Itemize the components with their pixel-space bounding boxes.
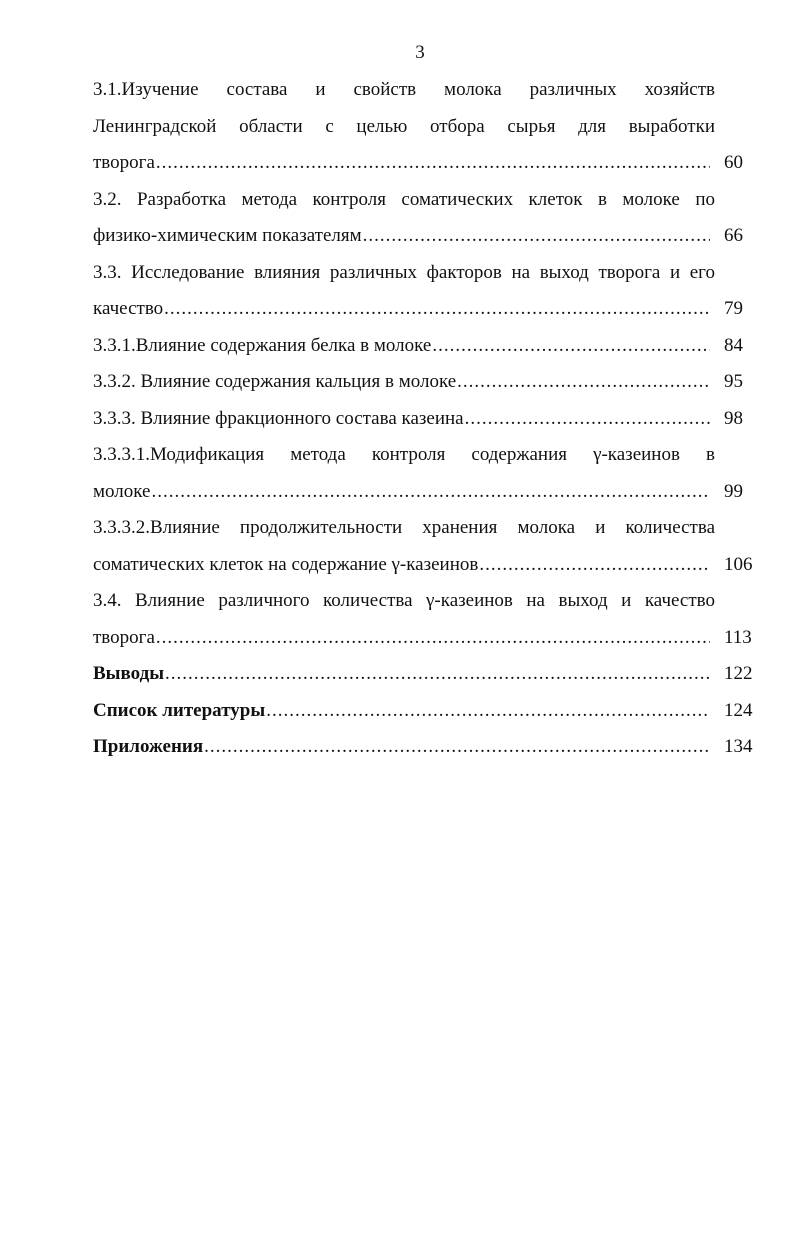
toc-entry-title: качество bbox=[93, 298, 164, 319]
toc-entry-text-line: 3.4. Влияние различного количества γ-казеинов на выход и качество bbox=[93, 590, 715, 611]
toc-entry[interactable] bbox=[93, 693, 758, 730]
toc-entry-text-line: 3.2. Разработка метода контроля соматических клеток в молоке по bbox=[93, 188, 715, 210]
toc-entry-page-number: 66 bbox=[724, 225, 743, 246]
toc-entry-page-number: 99 bbox=[724, 480, 743, 502]
dot-leader bbox=[204, 729, 710, 766]
toc-entry-title: Выводы bbox=[93, 663, 165, 684]
toc-entry-page-number: 134 bbox=[724, 736, 753, 757]
toc-entry-text-line: 3.3. Исследование влияния различных факторов на выход творога и его bbox=[93, 261, 715, 283]
toc-entry-title: творога bbox=[93, 152, 155, 173]
dot-leader bbox=[457, 364, 710, 401]
toc-entry-title: Список литературы bbox=[93, 699, 266, 721]
toc-entry-last-line bbox=[93, 401, 758, 438]
dot-leader bbox=[164, 291, 710, 328]
toc-entry[interactable] bbox=[93, 364, 758, 401]
toc-entry-last-line bbox=[93, 145, 758, 182]
toc-entry-last-line bbox=[93, 291, 758, 328]
toc-entry-last-line bbox=[93, 328, 758, 365]
toc-entry-last-line bbox=[93, 729, 758, 766]
toc-entry[interactable] bbox=[93, 510, 758, 583]
toc-entry-title: 3.3.2. Влияние содержания кальция в молоке bbox=[93, 371, 457, 392]
toc-entry-text-line: 3.1.Изучение состава и свойств молока различных хозяйств bbox=[93, 79, 715, 100]
dot-leader bbox=[363, 218, 710, 255]
toc-entry-page-number: 79 bbox=[724, 298, 743, 319]
toc-entry-page-number: 113 bbox=[724, 626, 752, 648]
toc-entry-last-line bbox=[93, 218, 758, 255]
toc-entry-title: 3.3.1.Влияние содержания белка в молоке bbox=[93, 334, 432, 356]
dot-leader bbox=[465, 401, 710, 438]
dot-leader bbox=[479, 547, 710, 584]
toc-entry[interactable] bbox=[93, 328, 758, 365]
toc-entry-last-line bbox=[93, 620, 758, 657]
toc-entry-text-line: Ленинградской области с целью отбора сырья для выработки bbox=[93, 115, 715, 137]
dot-leader bbox=[151, 474, 710, 511]
toc-entry-title: соматических клеток на содержание γ-казеинов bbox=[93, 553, 479, 575]
toc-entry-title: 3.3.3. Влияние фракционного состава казеина bbox=[93, 407, 464, 429]
toc-entry-last-line bbox=[93, 474, 758, 511]
toc-entry-last-line bbox=[93, 693, 758, 730]
toc-entry-page-number: 124 bbox=[724, 699, 753, 721]
dot-leader bbox=[266, 693, 710, 730]
table-of-contents bbox=[93, 72, 758, 766]
toc-entry[interactable] bbox=[93, 729, 758, 766]
toc-entry[interactable] bbox=[93, 72, 758, 182]
toc-entry-title: Приложения bbox=[93, 736, 204, 757]
dot-leader bbox=[156, 620, 710, 657]
toc-entry-last-line bbox=[93, 547, 758, 584]
toc-entry-page-number: 84 bbox=[724, 334, 743, 356]
toc-entry-page-number: 106 bbox=[724, 553, 753, 575]
toc-entry-title: творога bbox=[93, 626, 155, 648]
toc-entry[interactable] bbox=[93, 437, 758, 510]
toc-entry[interactable] bbox=[93, 583, 758, 656]
page-number: 3 bbox=[415, 42, 425, 63]
toc-entry-text-line: 3.3.3.2.Влияние продолжительности хранения молока и количества bbox=[93, 517, 715, 538]
toc-entry[interactable] bbox=[93, 656, 758, 693]
toc-entry-title: молоке bbox=[93, 480, 151, 502]
toc-entry-page-number: 60 bbox=[724, 152, 743, 173]
toc-entry[interactable] bbox=[93, 182, 758, 255]
toc-entry-page-number: 95 bbox=[724, 371, 743, 392]
toc-entry-last-line bbox=[93, 364, 758, 401]
dot-leader bbox=[156, 145, 710, 182]
toc-entry[interactable] bbox=[93, 401, 758, 438]
dot-leader bbox=[432, 328, 710, 365]
toc-entry-page-number: 98 bbox=[724, 407, 743, 429]
toc-entry-last-line bbox=[93, 656, 758, 693]
dot-leader bbox=[165, 656, 710, 693]
toc-entry-title: физико-химическим показателям bbox=[93, 225, 362, 246]
toc-entry-text-line: 3.3.3.1.Модификация метода контроля содержания γ-казеинов в bbox=[93, 444, 715, 465]
toc-entry-page-number: 122 bbox=[724, 663, 753, 684]
toc-entry[interactable] bbox=[93, 255, 758, 328]
